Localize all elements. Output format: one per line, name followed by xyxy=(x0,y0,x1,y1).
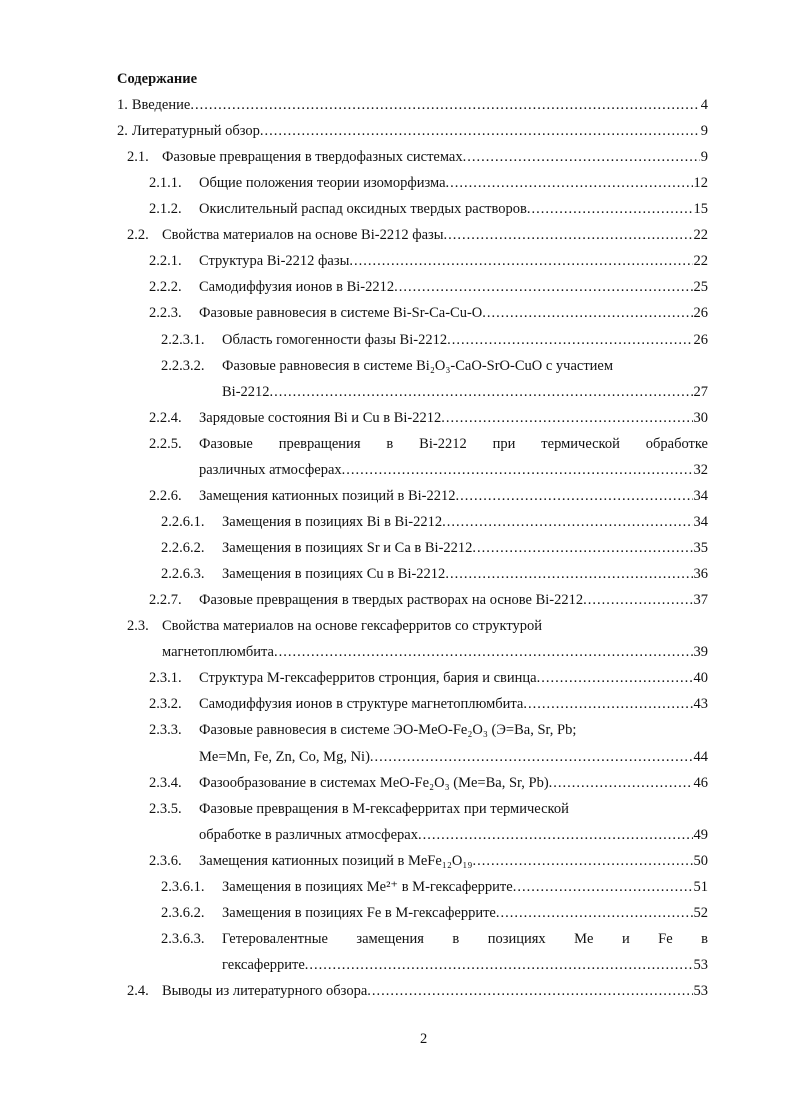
dot-leader xyxy=(367,981,692,1001)
toc-entry[interactable] xyxy=(149,799,569,819)
toc-entry-title: Фазовые равновесия в системе ЭО-MeO-Fe₂O₃ (Э=Ba, Sr, Pb; xyxy=(199,722,577,739)
toc-entry-number: 2.3.6.3. xyxy=(161,930,205,947)
toc-entry-number: 2.3.4. xyxy=(149,774,182,791)
toc-entry-page: 36 xyxy=(693,566,708,583)
toc-entry-page: 25 xyxy=(693,279,708,296)
toc-entry-title: Фазовые превращения в твердых растворах на основе Bi-2212 xyxy=(199,592,584,609)
toc-entry-page: 44 xyxy=(693,748,708,765)
toc-entry-title: Фазообразование в системах MeO-Fe₂O₃ (Me=Ba, Sr, Pb) xyxy=(199,774,549,791)
dot-leader xyxy=(456,486,693,506)
toc-entry-number: 2.3.6.1. xyxy=(161,878,205,895)
toc-entry[interactable] xyxy=(149,408,708,428)
toc-entry-page: 52 xyxy=(693,904,708,921)
toc-entry-title: Самодиффузия ионов в структуре магнетоплюмбита xyxy=(199,696,524,713)
dot-leader xyxy=(446,173,693,193)
dot-leader xyxy=(442,512,692,532)
dot-leader xyxy=(418,825,693,845)
dot-leader xyxy=(472,538,692,558)
toc-entry[interactable] xyxy=(149,199,708,219)
toc-entry-page: 50 xyxy=(693,852,708,869)
toc-entry[interactable] xyxy=(149,773,708,793)
toc-entry[interactable] xyxy=(161,356,613,376)
dot-leader xyxy=(583,590,692,610)
toc-entry-continuation[interactable] xyxy=(199,747,708,767)
dot-leader xyxy=(463,147,700,167)
toc-entry-title: Гетеровалентные замещения в позициях Me и Fe в xyxy=(222,930,708,947)
toc-entry-number: 2.3. xyxy=(127,618,149,635)
dot-leader xyxy=(527,199,693,219)
toc-entry-title: Свойства материалов на основе Bi-2212 фазы xyxy=(162,227,444,244)
toc-entry[interactable] xyxy=(161,512,708,532)
toc-entry-number: 2.2.6. xyxy=(149,487,182,504)
toc-entry-number: 2.2. xyxy=(127,227,149,244)
toc-entry-number: 2.2.2. xyxy=(149,279,182,296)
dot-leader xyxy=(270,382,693,402)
toc-entry[interactable] xyxy=(161,903,708,923)
toc-entry[interactable] xyxy=(149,486,708,506)
toc-entry-number: 2.3.5. xyxy=(149,800,182,817)
dot-leader xyxy=(496,903,693,923)
toc-entry-title: Общие положения теории изоморфизма xyxy=(199,175,446,192)
toc-entry[interactable] xyxy=(149,434,708,454)
toc-entry[interactable] xyxy=(161,564,708,584)
toc-entry-page: 37 xyxy=(693,592,708,609)
dot-leader xyxy=(441,408,692,428)
toc-entry-title: Структура M-гексаферритов стронция, бария и свинца xyxy=(199,670,537,687)
dot-leader xyxy=(482,303,692,323)
dot-leader xyxy=(513,877,693,897)
toc-entry[interactable] xyxy=(127,981,708,1001)
toc-entry-page: 43 xyxy=(693,696,708,713)
toc-entry-title: Выводы из литературного обзора xyxy=(162,983,368,1000)
toc-entry-page: 27 xyxy=(693,383,708,400)
toc-entry[interactable] xyxy=(127,225,708,245)
toc-entry-number: 2.2.4. xyxy=(149,409,182,426)
toc-entry-page: 30 xyxy=(693,409,708,426)
toc-entry[interactable] xyxy=(127,147,708,167)
toc-entry-number: 2.3.6.2. xyxy=(161,904,205,921)
toc-entry-page: 22 xyxy=(693,227,708,244)
toc-entry-number: 2.2.3.2. xyxy=(161,357,205,374)
toc-entry-title: Замещения в позициях Sr и Ca в Bi-2212 xyxy=(222,540,473,557)
toc-entry-continuation[interactable] xyxy=(162,642,708,662)
toc-entry[interactable] xyxy=(161,330,708,350)
dot-leader xyxy=(260,121,700,141)
toc-entry-title: Замещения в позициях Me²⁺ в M-гексаферрите xyxy=(222,878,513,895)
toc-entry[interactable] xyxy=(161,877,708,897)
toc-entry-page: 26 xyxy=(693,305,708,322)
toc-entry-title: Замещения в позициях Bi в Bi-2212 xyxy=(222,513,443,530)
toc-entry-title: Замещения катионных позиций в MeFe₁₂O₁₉ xyxy=(199,852,473,869)
dot-leader xyxy=(445,564,692,584)
toc-entry-title: Замещения в позициях Cu в Bi-2212 xyxy=(222,566,446,583)
dot-leader xyxy=(473,851,693,871)
toc-entry-number: 2. xyxy=(117,123,128,140)
toc-entry[interactable] xyxy=(149,173,708,193)
dot-leader xyxy=(370,747,693,767)
toc-entry-title: Зарядовые состояния Bi и Cu в Bi-2212 xyxy=(199,409,442,426)
toc-entry-number: 2.2.3. xyxy=(149,305,182,322)
toc-entry-number: 2.1. xyxy=(127,149,149,166)
toc-entry-page: 53 xyxy=(693,983,708,1000)
toc-entry-title: Замещения катионных позиций в Bi-2212 xyxy=(199,487,456,504)
toc-entry-title: Bi-2212 xyxy=(222,383,270,400)
toc-entry-number: 2.2.6.3. xyxy=(161,566,205,583)
toc-entry-title: гексаферрите xyxy=(222,956,305,973)
dot-leader xyxy=(274,642,693,662)
toc-entry[interactable] xyxy=(149,251,708,271)
toc-entry-title: Область гомогенности фазы Bi-2212 xyxy=(222,331,448,348)
toc-entry-page: 34 xyxy=(693,513,708,530)
toc-entry-number: 2.1.1. xyxy=(149,175,182,192)
toc-entry-title: обработке в различных атмосферах xyxy=(199,826,418,843)
toc-entry-title: Замещения в позициях Fe в M-гексаферрите xyxy=(222,904,496,921)
dot-leader xyxy=(342,460,693,480)
toc-entry[interactable] xyxy=(149,668,708,688)
dot-leader xyxy=(523,694,692,714)
toc-entry[interactable] xyxy=(161,538,708,558)
toc-entry-number: 2.2.1. xyxy=(149,253,182,270)
toc-entry-page: 15 xyxy=(693,201,708,218)
toc-entry[interactable] xyxy=(149,851,708,871)
toc-entry-page: 26 xyxy=(693,331,708,348)
toc-entry-title: различных атмосферах xyxy=(199,461,342,478)
toc-entry-title: Введение xyxy=(131,97,191,113)
toc-entry-number: 2.2.6.2. xyxy=(161,540,205,557)
dot-leader xyxy=(394,277,692,297)
toc-entry-page: 51 xyxy=(693,878,708,895)
toc-entry-page: 12 xyxy=(693,175,708,192)
toc-entry-page: 22 xyxy=(693,253,708,270)
toc-entry-number: 2.2.7. xyxy=(149,592,182,609)
toc-entry-title: Фазовые равновесия в системе Bi-Sr-Ca-Cu-O xyxy=(199,305,483,322)
toc-entry[interactable] xyxy=(149,590,708,610)
toc-entry-continuation[interactable] xyxy=(199,825,708,845)
toc-entry-title: Фазовые превращения в M-гексаферритах при термической xyxy=(199,800,569,817)
toc-entry-title: Фазовые превращения в твердофазных системах xyxy=(162,149,463,166)
toc-entry-number: 2.4. xyxy=(127,983,149,1000)
toc-entry-page: 4 xyxy=(700,97,708,113)
page-number: 2 xyxy=(420,1031,428,1047)
toc-entry-page: 34 xyxy=(693,487,708,504)
toc-entry-page: 46 xyxy=(693,774,708,791)
toc-entry-number: 1. xyxy=(117,97,128,113)
toc-entry-number: 2.3.2. xyxy=(149,696,182,713)
toc-entry[interactable] xyxy=(149,303,708,323)
dot-leader xyxy=(349,251,692,271)
toc-entry-page: 9 xyxy=(700,123,708,140)
dot-leader xyxy=(305,955,693,975)
dot-leader xyxy=(447,330,692,350)
toc-entry-number: 2.3.3. xyxy=(149,722,182,739)
toc-entry-number: 2.3.1. xyxy=(149,670,182,687)
toc-entry-title: Фазовые равновесия в системе Bi₂O₃-CaO-SrO-CuO с участием xyxy=(222,357,614,374)
toc-entry[interactable] xyxy=(149,694,708,714)
toc-entry[interactable] xyxy=(161,929,708,949)
toc-entry-title: Свойства материалов на основе гексаферритов со структурой xyxy=(162,618,543,635)
toc-entry-number: 2.2.6.1. xyxy=(161,513,205,530)
dot-leader xyxy=(549,773,693,793)
dot-leader xyxy=(537,668,693,688)
toc-entry-title: Me=Mn, Fe, Zn, Co, Mg, Ni) xyxy=(199,748,370,765)
toc-entry[interactable] xyxy=(117,121,708,141)
toc-entry-title: Структура Bi-2212 фазы xyxy=(199,253,350,270)
toc-entry-page: 32 xyxy=(693,461,708,478)
toc-entry-number: 2.3.6. xyxy=(149,852,182,869)
toc-entry[interactable] xyxy=(149,720,576,740)
toc-entry-number: 2.2.5. xyxy=(149,435,182,452)
toc-entry[interactable] xyxy=(117,95,708,115)
toc-entry-continuation[interactable] xyxy=(222,955,708,975)
toc-entry-continuation[interactable] xyxy=(199,460,708,480)
toc-title: Содержание xyxy=(117,71,198,87)
toc-entry-page: 53 xyxy=(693,956,708,973)
toc-entry-page: 39 xyxy=(693,644,708,661)
toc-entry-page: 40 xyxy=(693,670,708,687)
toc-entry-number: 2.1.2. xyxy=(149,201,182,218)
toc-entry-number: 2.2.3.1. xyxy=(161,331,205,348)
toc-entry-continuation[interactable] xyxy=(222,382,708,402)
toc-entry-page: 49 xyxy=(693,826,708,843)
toc-entry-title: Самодиффузия ионов в Bi-2212 xyxy=(199,279,395,296)
toc-entry-title: Фазовые превращения в Bi-2212 при термической обработке xyxy=(199,435,708,452)
toc-entry[interactable] xyxy=(127,616,542,636)
toc-entry-title: Литературный обзор xyxy=(131,123,260,140)
toc-entry[interactable] xyxy=(149,277,708,297)
toc-entry-page: 35 xyxy=(693,540,708,557)
toc-entry-title: Окислительный распад оксидных твердых растворов xyxy=(199,201,527,218)
toc-entry-title: магнетоплюмбита xyxy=(162,644,274,661)
dot-leader xyxy=(190,95,699,115)
toc-entry-page: 9 xyxy=(700,149,708,166)
dot-leader xyxy=(444,225,693,245)
